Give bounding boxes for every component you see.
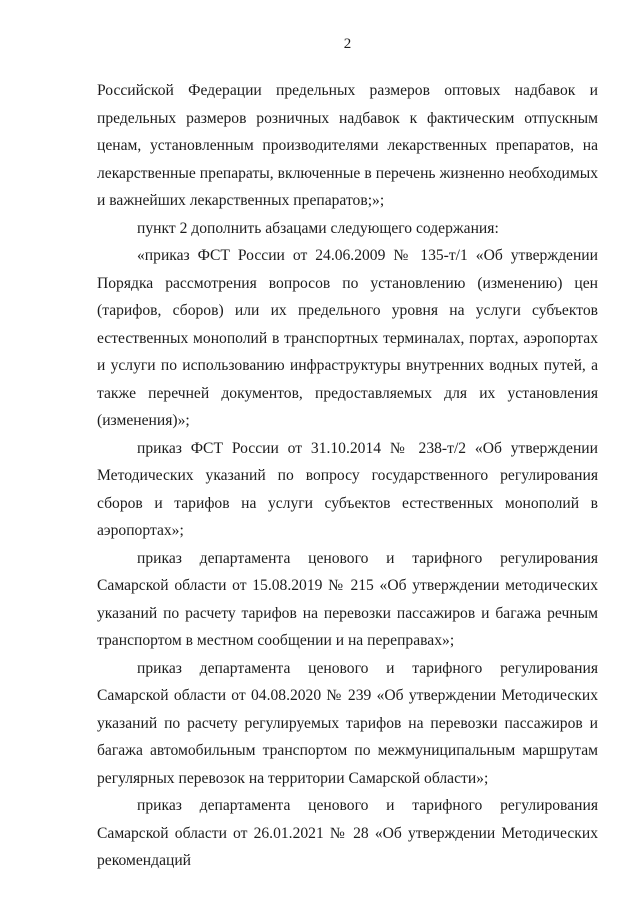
document-body	[97, 77, 598, 875]
paragraph-order-fst-135: «приказ ФСТ России от 24.06.2009 № 135-т/1 «Об утверждении Порядка рассмотрения вопросов по установлению (изменению) цен (тарифов, сборов) или их предельного уровня на услуги субъектов естественных монополий в транспортных терминалах, портах, аэропортах и услуги по использованию инфраструктуры внутренних водных путей, а также перечней документов, предоставляемых для их установления (изменения)»;	[97, 247, 598, 429]
paragraph-continuation: Российской Федерации предельных размеров оптовых надбавок и предельных размеров розничных надбавок к фактическим отпускным ценам, установленным производителями лекарственных препаратов, на лекарственные препараты, включенные в перечень жизненно необходимых и важнейших лекарственных препаратов;»;	[97, 82, 598, 209]
page-number: 2	[343, 36, 352, 52]
paragraph-order-215: приказ департамента ценового и тарифного регулирования Самарской области от 15.08.2019 № 215 «Об утверждении методических указаний по расчету тарифов на перевозки пассажиров и багажа речным транспортом в местном сообщении и на переправах»;	[97, 549, 598, 649]
paragraph-order-fst-238: приказ ФСТ России от 31.10.2014 № 238-т/2 «Об утверждении Методических указаний по вопросу государственного регулирования сборов и тарифов на услуги субъектов естественных монополий в аэропортах»;	[97, 439, 598, 539]
paragraph-point-2: пункт 2 дополнить абзацами следующего содержания:	[137, 219, 499, 237]
paragraph-order-239: приказ департамента ценового и тарифного регулирования Самарской области от 04.08.2020 № 239 «Об утверждении Методических указаний по расчету регулируемых тарифов на перевозки пассажиров и багажа автомобильным транспортом по межмуниципальным маршрутам регулярных перевозок на территории Самарской области»;	[97, 659, 598, 787]
paragraph-order-28: приказ департамента ценового и тарифного регулирования Самарской области от 26.01.2021 № 28 «Об утверждении Методических рекомендаций	[97, 797, 598, 869]
